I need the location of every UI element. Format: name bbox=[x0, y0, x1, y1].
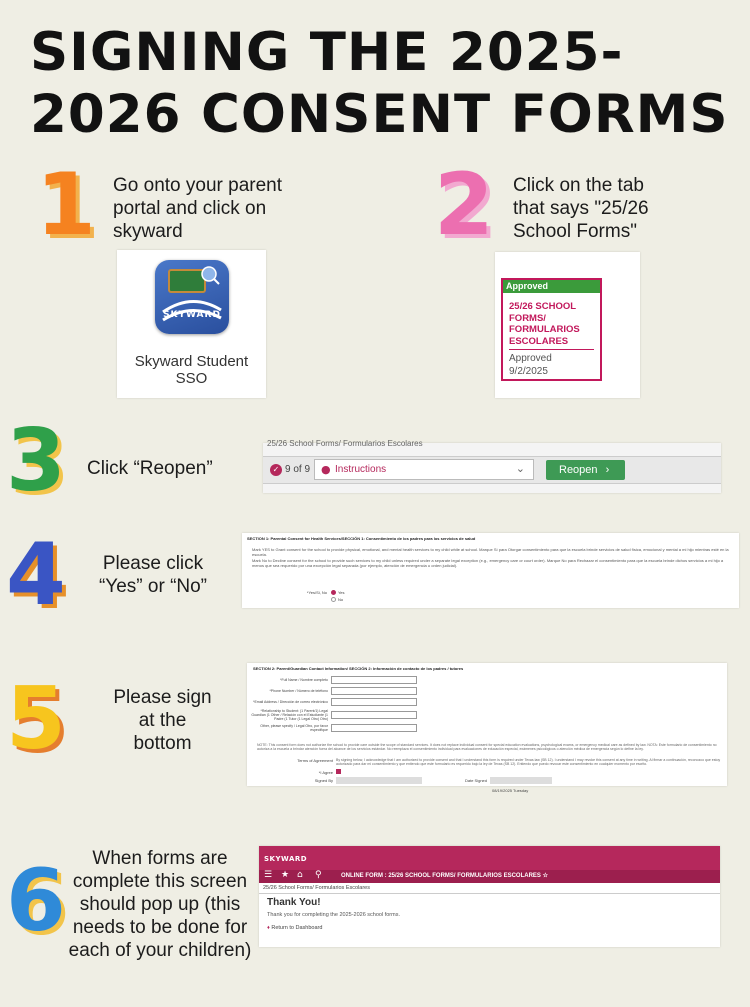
terms-text: By signing below, I acknowledge that I am authorized to provide consent and that I understand this form is required under Texas law (SB 12). I understand I may revoke this consent at any time in writing. Al firmar a continuación, reconozco que estoy autorizado para dar mi consentimiento y que entiendo que este formulario es requerido bajo la ley de Texas (SB 12). Entiendo que puedo revocar este consentimiento en cualquier momento por escrito. bbox=[336, 758, 721, 766]
step-1-number: 1 bbox=[36, 155, 96, 255]
step-5-number: 5 bbox=[6, 669, 66, 769]
form-counter: 9 of 9 bbox=[285, 464, 311, 475]
contact-info-card bbox=[247, 663, 727, 793]
return-dashboard-label: Return to Dashboard bbox=[271, 925, 323, 931]
return-dashboard-link[interactable] bbox=[267, 925, 322, 931]
thank-you-message: Thank you for completing the 2025-2026 school forms. bbox=[267, 912, 400, 918]
agree-checkbox[interactable] bbox=[336, 769, 341, 774]
relationship-field[interactable] bbox=[331, 711, 417, 719]
other-field[interactable] bbox=[331, 724, 417, 732]
relationship-label: *Relationship to Student: (1 Parent/1) Legal Guardian (1 Other / Relación con el Estudiante (1 Padre (1 Tutor (1 Legal Otro) Otro) bbox=[251, 709, 328, 721]
forms-tab-state: Approved bbox=[509, 353, 552, 364]
contact-section-heading: SECTION 2: Parent/Guardian Contact Information/ SECCIÓN 2: Información de contacto de los padres / tutores bbox=[253, 666, 464, 671]
step-3-text: Click “Reopen” bbox=[87, 458, 213, 479]
location-pin-icon: ● bbox=[321, 463, 331, 476]
health-yes-paragraph: Mark YES to Grant consent for the school to provide physical, emotional, and mental health services to my child while at school. Marque Sí para Otorgar consentimiento para que la escuela brinde servicios de salud física, emocional y mental a mi hijo mientras esté en la escuela. bbox=[252, 547, 729, 557]
reopen-label: Reopen bbox=[559, 464, 598, 476]
star-icon[interactable]: ★ bbox=[281, 870, 290, 880]
reopen-bar-header: 25/26 School Forms/ Formularios Escolares bbox=[267, 439, 423, 448]
date-signed-value: 08/19/2025 Tuesday bbox=[492, 788, 529, 793]
date-signed-label: Date Signed bbox=[464, 778, 487, 783]
chalkboard-icon bbox=[155, 260, 229, 334]
approved-header: Approved bbox=[503, 280, 600, 293]
skyward-nav bbox=[259, 870, 720, 883]
skyward-logo-text: SKYWARD bbox=[163, 310, 221, 320]
full-name-field[interactable] bbox=[331, 676, 417, 684]
step-2-text: Click on the tab that says "25/26 School Forms" bbox=[513, 175, 649, 242]
forms-tab-title[interactable]: 25/26 SCHOOL FORMS/ FORMULARIOS ESCOLARES bbox=[509, 301, 594, 350]
no-radio[interactable] bbox=[331, 597, 336, 602]
dashboard-icon: ♦ bbox=[267, 925, 270, 931]
signed-by-field[interactable] bbox=[336, 777, 422, 784]
step-4-text: Please click “Yes” or “No” bbox=[98, 553, 208, 597]
skyward-header-logo: SKYWARD bbox=[264, 855, 308, 863]
skyward-app-icon[interactable] bbox=[155, 260, 229, 334]
yes-label: Yes bbox=[338, 590, 345, 595]
step-2-number: 2 bbox=[434, 155, 494, 255]
reopen-bar-card bbox=[263, 439, 721, 493]
step-4-number: 4 bbox=[6, 525, 66, 625]
health-section-heading: SECTION 1: Parental Consent for Health Services/SECCIÓN 1: Consentimiento de los padres para los servicios de salud bbox=[247, 536, 476, 541]
chevron-right-icon: › bbox=[605, 464, 610, 476]
skyward-header bbox=[259, 846, 720, 870]
health-consent-card bbox=[242, 533, 739, 608]
step-1-text: Go onto your parent portal and click on skyward bbox=[113, 175, 282, 242]
yes-radio[interactable] bbox=[331, 590, 336, 595]
phone-field[interactable] bbox=[331, 687, 417, 695]
health-no-paragraph: Mark No to Decline consent for the school to provide such services to my child unless required under a separate legal exception (e.g., emergency care or court order). Marque No para Rechazar el consentimiento para que la escuela brinde dichos servicios a mi hijo a menos que sea requerido por una excepción legal separada (por ejemplo, atención de emergencia u orden judicial). bbox=[252, 558, 724, 568]
home-icon[interactable]: ⌂ bbox=[297, 870, 303, 880]
section-dropdown[interactable] bbox=[314, 459, 534, 480]
nav-title: ONLINE FORM : 25/26 SCHOOL FORMS/ FORMULARIOS ESCOLARES ☆ bbox=[341, 873, 548, 879]
forms-tab-date: 9/2/2025 bbox=[509, 366, 548, 377]
search-icon[interactable]: ⚲ bbox=[315, 870, 322, 880]
skyward-app-card[interactable] bbox=[117, 250, 266, 398]
chevron-down-icon: ⌄ bbox=[515, 462, 525, 475]
step-5-text: Please sign at the bottom bbox=[113, 687, 212, 754]
reopen-button[interactable] bbox=[546, 460, 625, 480]
dropdown-value: Instructions bbox=[335, 464, 387, 475]
school-forms-tab[interactable] bbox=[501, 278, 602, 381]
check-circle-icon: ✓ bbox=[270, 464, 282, 476]
step-3-number: 3 bbox=[6, 411, 66, 511]
date-signed-field bbox=[490, 777, 552, 793]
contact-note: NOTE: This consent form does not authorize the school to provide care outside the scope of standard services. It does not replace individual consent for special education evaluations, psychological exams, or emergency medical care as defined by law. NOTA: Este formulario de consentimiento no autoriza a la escuela a brindar atención fuera del alcance de los servicios estándar. No reemplaza el consentimiento individual para evaluaciones de educación especial, exámenes psicológicos o atención médica de emergencia según lo define la ley. bbox=[257, 743, 717, 751]
terms-label: Terms of Agreement bbox=[297, 758, 333, 763]
school-forms-tab-card[interactable] bbox=[495, 252, 640, 398]
other-label: Other, please specify / Legal Otro, por favor especifique bbox=[260, 724, 328, 732]
phone-label: *Phone Number / Número de teléfono bbox=[269, 689, 328, 693]
menu-icon[interactable]: ☰ bbox=[264, 870, 273, 880]
step-6-number: 6 bbox=[6, 851, 66, 951]
email-label: *Email Address / Dirección de correo electrónico bbox=[253, 700, 328, 704]
step-6-text: When forms are complete this screen should pop up (this needs to be done for each of your children) bbox=[68, 848, 252, 961]
page-title: SIGNING THE 2025-2026 CONSENT FORMS bbox=[30, 22, 729, 145]
breadcrumb: 25/26 School Forms/ Formularios Escolares bbox=[263, 885, 370, 891]
agree-label: *I Agree bbox=[318, 770, 333, 775]
thank-you-heading: Thank You! bbox=[267, 897, 321, 908]
signed-by-label: Signed By bbox=[314, 778, 333, 783]
thank-you-card bbox=[259, 846, 720, 947]
yes-no-question: *Yes/Si, No bbox=[306, 590, 327, 595]
no-label: No bbox=[338, 597, 344, 602]
email-field[interactable] bbox=[331, 698, 417, 706]
skyward-app-label[interactable]: Skyward Student SSO bbox=[134, 353, 249, 387]
full-name-label: *Full Name / Nombre completo bbox=[280, 678, 328, 682]
